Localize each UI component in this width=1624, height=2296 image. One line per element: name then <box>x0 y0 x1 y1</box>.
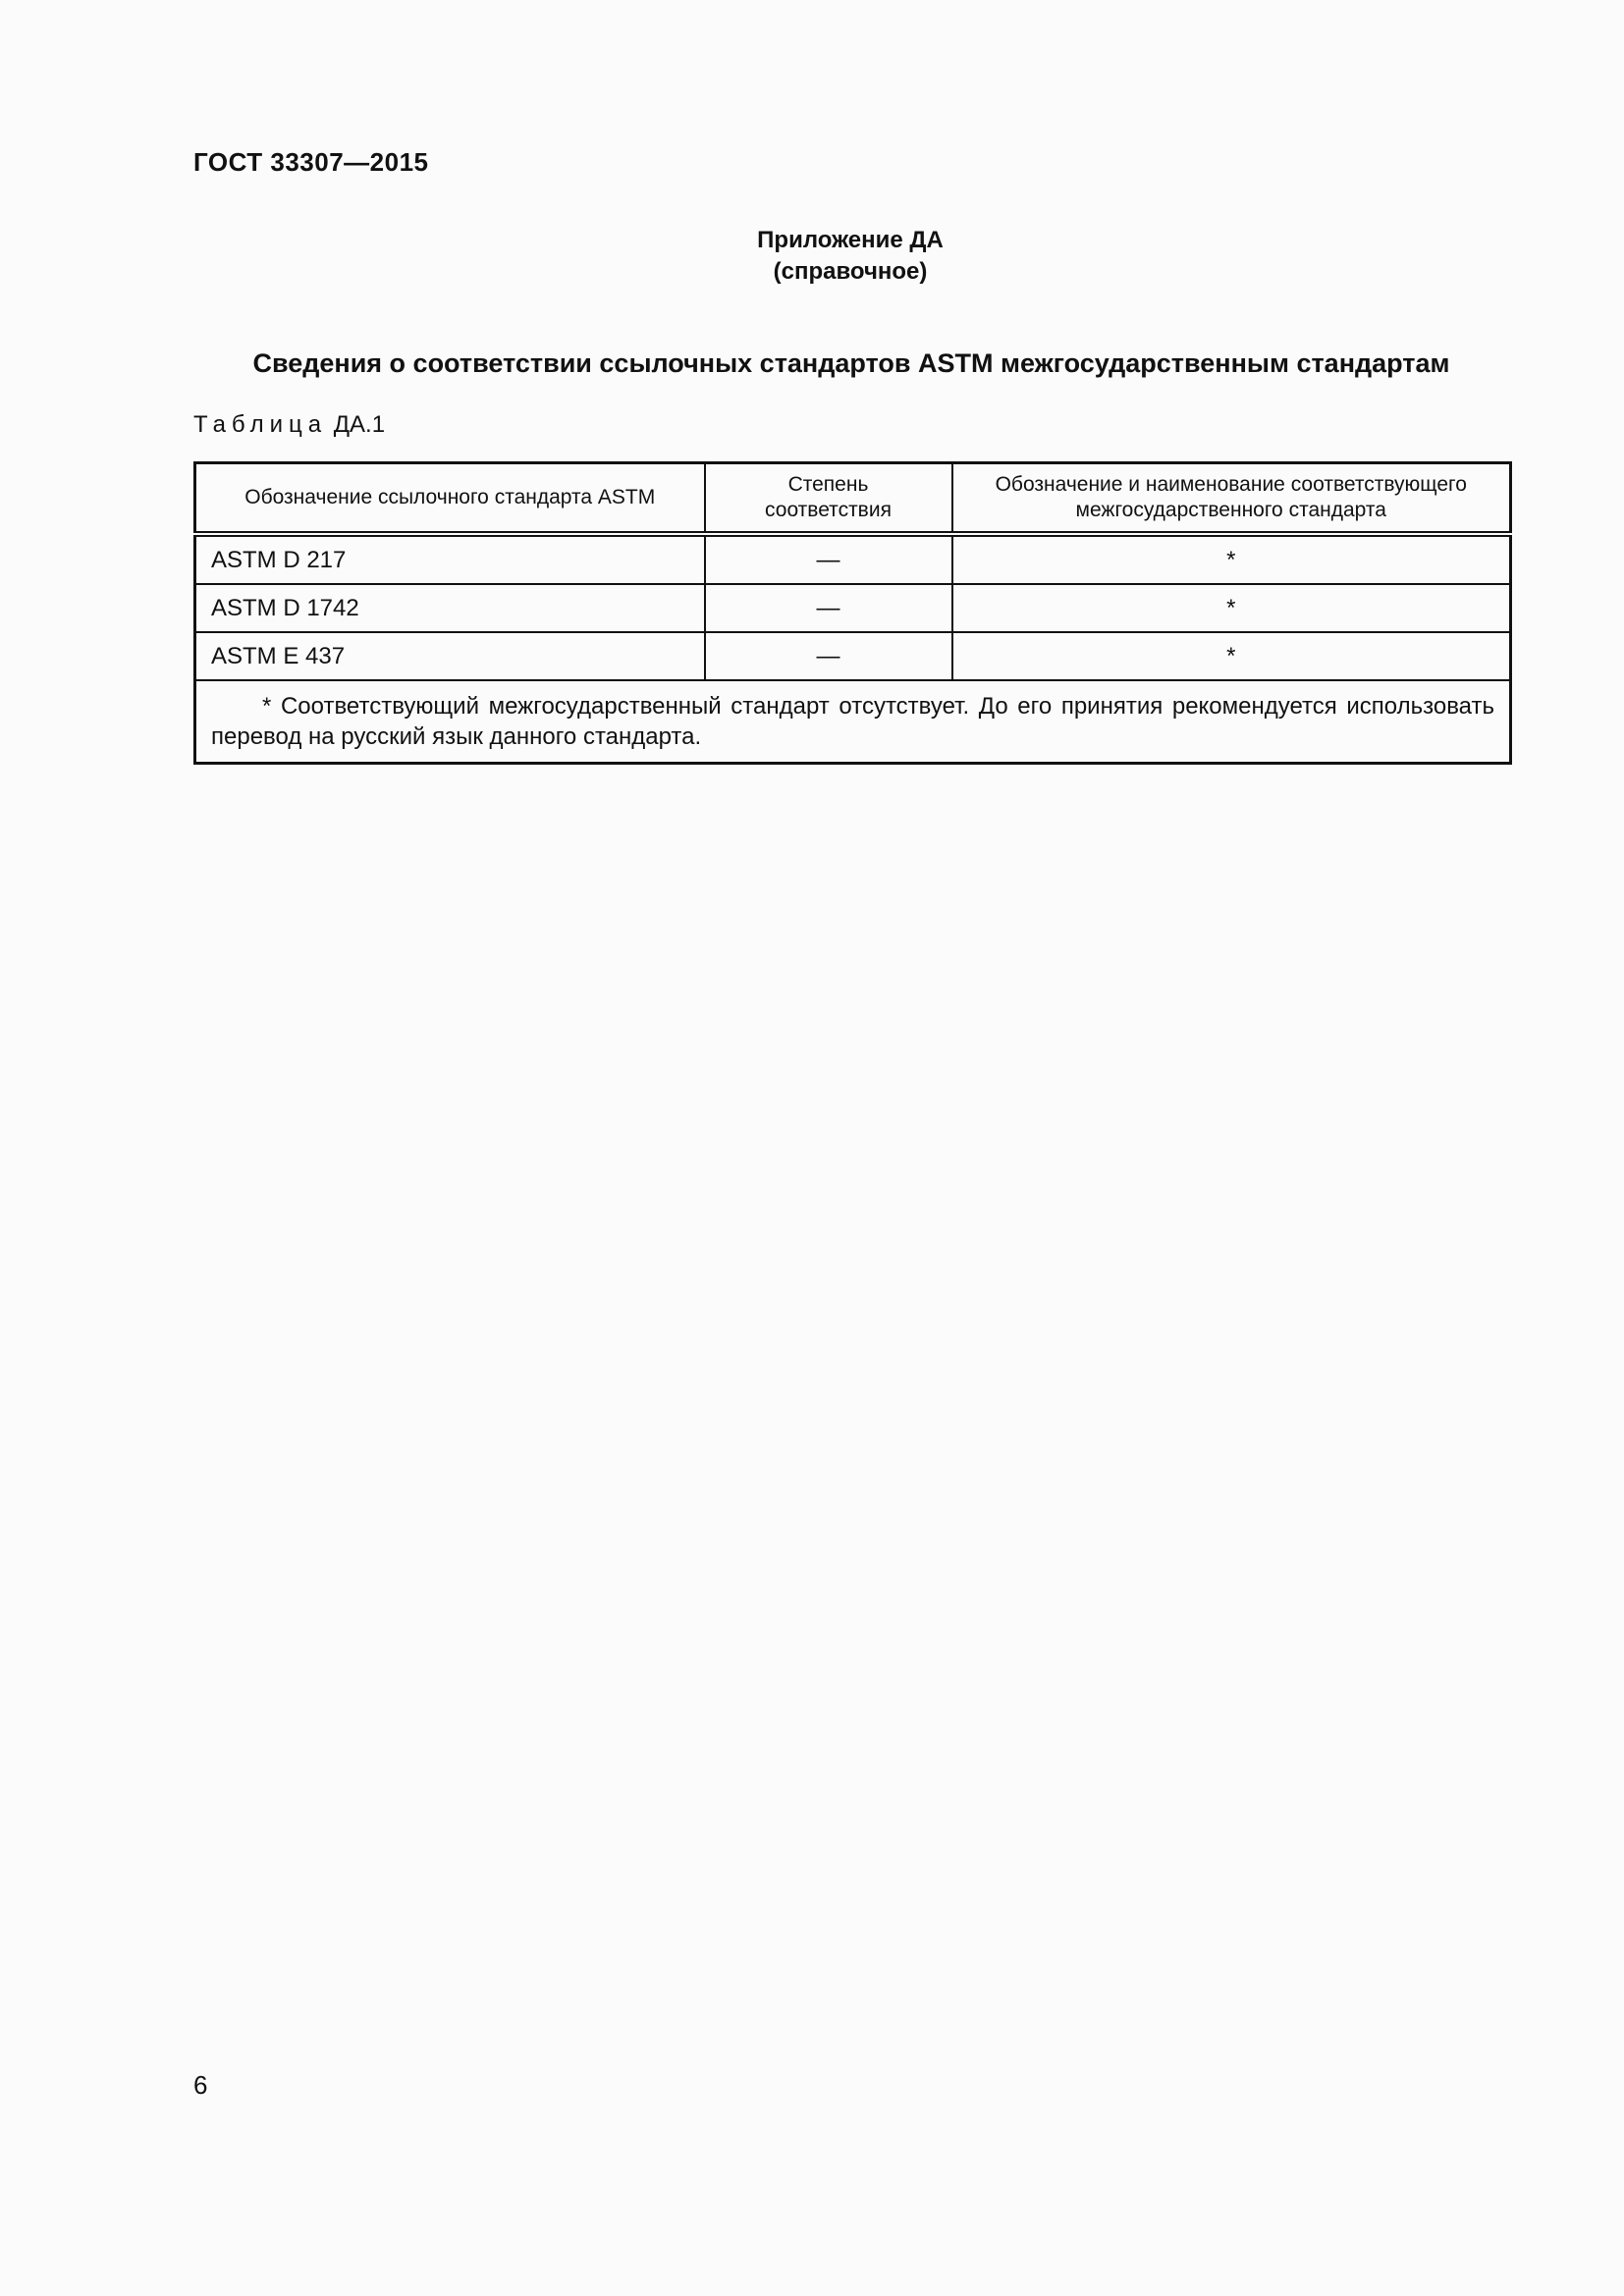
table-row <box>195 534 1511 584</box>
page-number: 6 <box>193 2070 208 2100</box>
cell-degree: — <box>705 534 952 584</box>
table-row <box>195 632 1511 680</box>
appendix-title: Приложение ДА <box>757 227 944 253</box>
appendix-subtitle: (справочное) <box>773 258 928 285</box>
cell-standard: ASTM D 1742 <box>195 584 705 632</box>
footnote-text: * Соответствующий межгосударственный стандарт отсутствует. До его принятия рекомендуется использовать перевод на русский язык данного стандарта. <box>211 693 1494 750</box>
appendix-heading <box>0 225 1624 288</box>
table-footnote-row <box>195 680 1511 764</box>
cell-degree: — <box>705 632 952 680</box>
document-code: ГОСТ 33307—2015 <box>193 147 429 177</box>
cell-interstate: * <box>952 534 1511 584</box>
section-title: Сведения о соответствии ссылочных стандартов ASTM межгосударственным стандартам <box>252 348 1450 378</box>
cell-degree: — <box>705 584 952 632</box>
table-header-row <box>195 463 1511 535</box>
header-interstate-standard: Обозначение и наименование соответствующего межгосударственного стандарта <box>952 463 1511 535</box>
standards-table <box>193 461 1512 765</box>
cell-standard: ASTM D 217 <box>195 534 705 584</box>
cell-interstate: * <box>952 584 1511 632</box>
cell-standard: ASTM E 437 <box>195 632 705 680</box>
table-caption-word: Таблица <box>193 411 328 438</box>
cell-interstate: * <box>952 632 1511 680</box>
header-degree: Степень соответствия <box>705 463 952 535</box>
header-astm-designation: Обозначение ссылочного стандарта ASTM <box>195 463 705 535</box>
table-footnote <box>195 680 1511 764</box>
table-caption <box>193 411 385 439</box>
table-row <box>195 584 1511 632</box>
table-caption-number: ДА.1 <box>333 411 386 438</box>
